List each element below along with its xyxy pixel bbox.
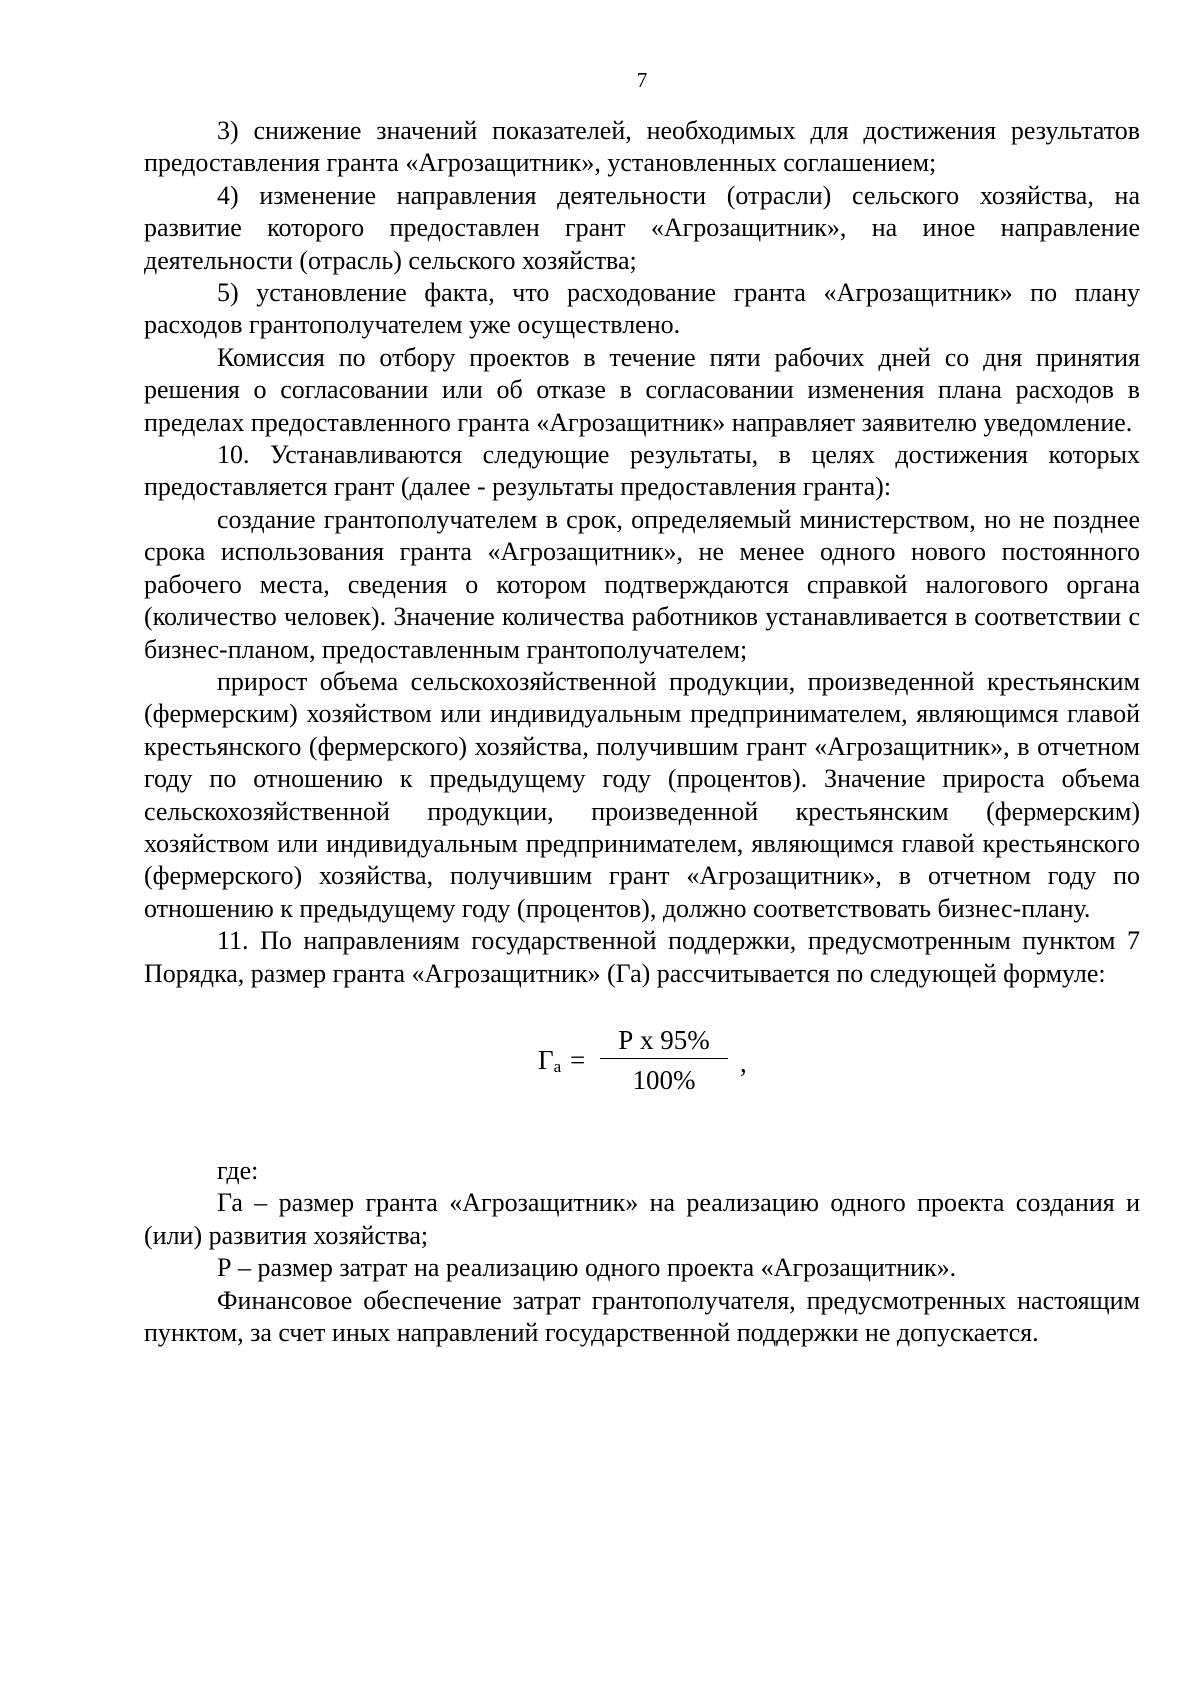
- grant-formula: [144, 990, 1140, 1155]
- paragraph-item-5: 5) установление факта, что расходование гранта «Агрозащитник» по плану расходов грантополучателем уже осуществлено.: [144, 278, 1140, 340]
- formula-fraction-bar: [600, 1058, 728, 1059]
- paragraph-commission: Комиссия по отбору проектов в течение пяти рабочих дней со дня принятия решения о согласовании или об отказе в согласовании изменения плана расходов в пределах предоставленного гранта «Агрозащитник» направляет заявителю уведомление.: [144, 342, 1140, 437]
- paragraph-clause-10: 10. Устанавливаются следующие результаты, в целях достижения которых предоставляется грант (далее - результаты предоставления гранта):: [144, 440, 1140, 502]
- paragraph-result-jobs: создание грантополучателем в срок, определяемый министерством, но не позднее срока использования гранта «Агрозащитник», не менее одного нового постоянного рабочего места, сведения о котором подтверждаются справкой налогового органа (количество человек). Значение количества работников устанавливается в соответствии с бизнес-планом, предоставленным грантополучателем;: [144, 504, 1140, 664]
- document-page: [144, 0, 1140, 1697]
- paragraph-clause-11: 11. По направлениям государственной поддержки, предусмотренным пунктом 7 Порядка, размер гранта «Агрозащитник» (Га) рассчитывается по следующей формуле:: [144, 926, 1140, 988]
- paragraph-item-4: 4) изменение направления деятельности (отрасли) сельского хозяйства, на развитие которого предоставлен грант «Агрозащитник», на иное направление деятельности (отрасль) сельского хозяйства;: [144, 180, 1140, 275]
- formula-denominator: 100%: [632, 1064, 696, 1095]
- paragraph-where: где:: [217, 1155, 259, 1185]
- page-number: 7: [636, 68, 648, 92]
- formula-equals: =: [570, 1044, 586, 1075]
- paragraph-def-r: Р – размер затрат на реализацию одного проекта «Агрозащитник».: [217, 1253, 957, 1283]
- paragraph-result-growth: прирост объема сельскохозяйственной продукции, произведенной крестьянским (фермерским) хозяйством или индивидуальным предпринимателем, являющимся главой крестьянского (фермерского) хозяйства, получившим грант «Агрозащитник», в отчетном году по отношению к предыдущему году (процентов). Значение прироста объема сельскохозяйственной продукции, произведенной крестьянским (фермерским) хозяйством или индивидуальным предпринимателем, являющимся главой крестьянского (фермерского) хозяйства, получившим грант «Агрозащитник», в отчетном году по отношению к предыдущему году (процентов), должно соответствовать бизнес-плану.: [144, 666, 1140, 923]
- formula-comma: ,: [740, 1047, 747, 1078]
- formula-numerator: Р х 95%: [618, 1024, 710, 1055]
- paragraph-item-3: 3) снижение значений показателей, необходимых для достижения результатов предоставления гранта «Агрозащитник», установленных соглашением;: [144, 116, 1140, 178]
- formula-lhs: $Г_а$: [538, 1044, 562, 1076]
- paragraph-financing: Финансовое обеспечение затрат грантополучателя, предусмотренных настоящим пунктом, за счет иных направлений государственной поддержки не допускается.: [144, 1285, 1140, 1347]
- document-body: [144, 115, 1140, 1349]
- paragraph-def-ga: Га – размер гранта «Агрозащитник» на реализацию одного проекта создания и (или) развития хозяйства;: [144, 1188, 1140, 1250]
